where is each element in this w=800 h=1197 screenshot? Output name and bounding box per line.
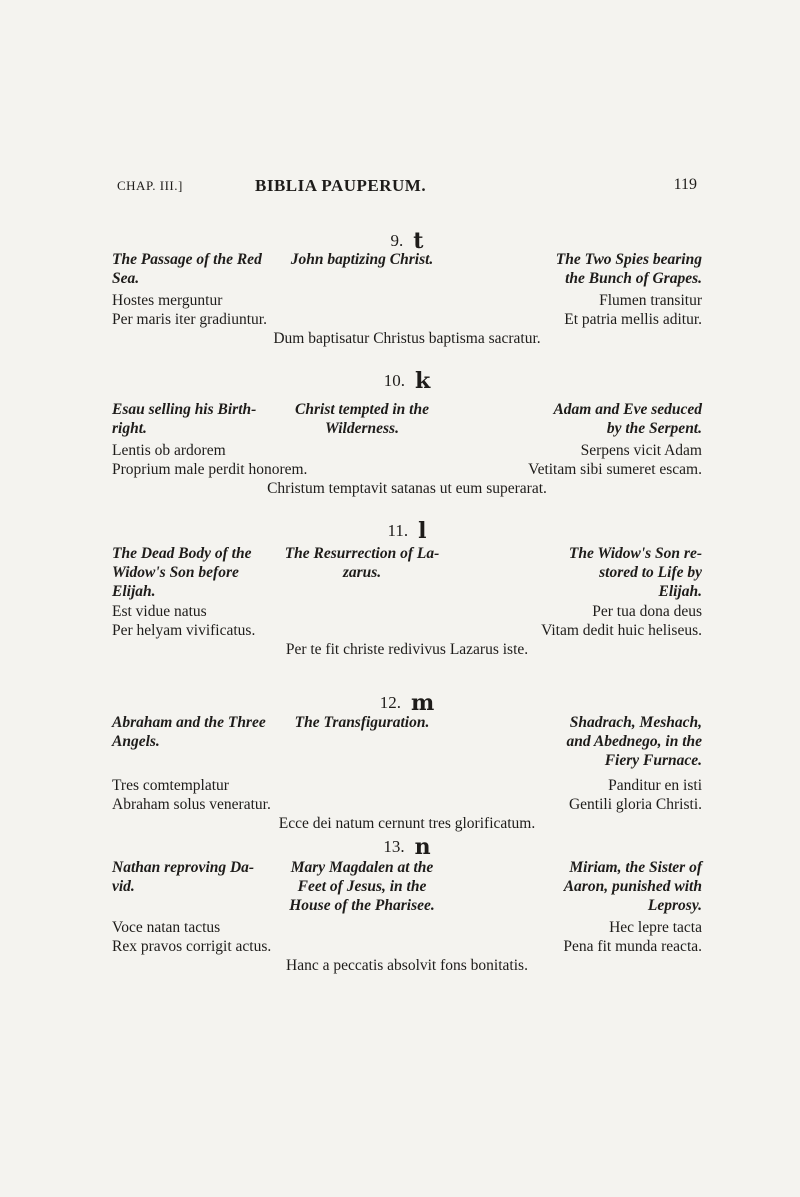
entry-number: 9. bbox=[390, 231, 404, 250]
left-verse-line: Hostes merguntur bbox=[112, 292, 223, 309]
right-verse-line: Flumen transitur bbox=[599, 292, 702, 309]
entry-number-row bbox=[112, 518, 702, 544]
running-head bbox=[117, 176, 697, 196]
blackletter-signature: t bbox=[413, 228, 424, 254]
running-title: BIBLIA PAUPERUM. bbox=[255, 176, 427, 195]
left-verse-line: Voce natan tactus bbox=[112, 919, 221, 936]
left-verse-line: Proprium male perdit honorem. bbox=[112, 461, 308, 478]
right-caption: Shadrach, Meshach, and Abednego, in the Fiery Furnace. bbox=[566, 714, 702, 769]
right-caption: The Two Spies bearing the Bunch of Grapes. bbox=[555, 251, 702, 287]
entry-number-row bbox=[112, 368, 702, 394]
right-verse-line: Pena fit munda reacta. bbox=[563, 938, 702, 955]
blackletter-signature: k bbox=[415, 368, 431, 394]
left-verse-line: Tres comtemplatur bbox=[112, 777, 229, 794]
left-caption: The Passage of the Red Sea. bbox=[112, 251, 262, 287]
blackletter-signature: n bbox=[414, 834, 431, 860]
left-caption: The Dead Body of the Widow's Son before Elijah. bbox=[112, 545, 252, 600]
blackletter-signature: l bbox=[418, 518, 427, 544]
left-verse-line: Per helyam vivificatus. bbox=[112, 622, 256, 639]
left-verse-line: Per maris iter gradiuntur. bbox=[112, 311, 267, 328]
page-number: 119 bbox=[673, 176, 697, 193]
left-caption: Esau selling his Birth- right. bbox=[112, 401, 257, 437]
right-caption: Miriam, the Sister of Aaron, punished with Leprosy. bbox=[563, 859, 702, 914]
right-verse-line: Gentili gloria Christi. bbox=[568, 796, 702, 813]
entry-11 bbox=[112, 518, 702, 688]
left-verse-line: Est vidue natus bbox=[112, 603, 207, 620]
center-caption: John baptizing Christ. bbox=[290, 251, 434, 268]
closing-verse: Hanc a peccatis absolvit fons bonitatis. bbox=[286, 957, 528, 974]
entry-number: 13. bbox=[383, 837, 405, 856]
entry-9 bbox=[112, 228, 702, 368]
entry-13 bbox=[112, 834, 702, 1004]
center-caption: The Resurrection of La- zarus. bbox=[284, 545, 440, 581]
entry-number-row bbox=[112, 834, 702, 860]
left-verse-line: Rex pravos corrigit actus. bbox=[112, 938, 272, 955]
left-caption: Nathan reproving Da- vid. bbox=[112, 859, 255, 895]
entry-number: 12. bbox=[379, 693, 401, 712]
entry-12 bbox=[112, 690, 702, 855]
left-verse-line: Lentis ob ardorem bbox=[112, 442, 226, 459]
center-caption: Christ tempted in the Wilderness. bbox=[295, 401, 429, 437]
left-verse-line: Abraham solus veneratur. bbox=[112, 796, 271, 813]
right-verse-line: Et patria mellis aditur. bbox=[564, 311, 702, 328]
right-verse-line: Vetitam sibi sumeret escam. bbox=[528, 461, 702, 478]
right-verse-line: Panditur en isti bbox=[608, 777, 702, 794]
entry-number: 10. bbox=[383, 371, 405, 390]
closing-verse: Christum temptavit satanas ut eum superarat. bbox=[267, 480, 547, 497]
closing-verse: Ecce dei natum cernunt tres glorificatum. bbox=[278, 815, 536, 832]
entry-number: 11. bbox=[387, 521, 409, 540]
blackletter-signature: m bbox=[410, 690, 435, 716]
left-caption: Abraham and the Three Angels. bbox=[112, 714, 266, 750]
right-verse-line: Hec lepre tacta bbox=[609, 919, 702, 936]
right-verse-line: Serpens vicit Adam bbox=[580, 442, 702, 459]
right-caption: Adam and Eve seduced by the Serpent. bbox=[553, 401, 702, 437]
right-verse-line: Vitam dedit huic heliseus. bbox=[541, 622, 702, 639]
closing-verse: Dum baptisatur Christus baptisma sacratur. bbox=[273, 330, 541, 347]
center-caption: Mary Magdalen at the Feet of Jesus, in the House of the Pharisee. bbox=[289, 859, 435, 914]
center-caption: The Transfiguration. bbox=[294, 714, 430, 731]
right-verse-line: Per tua dona deus bbox=[592, 603, 702, 620]
entry-10 bbox=[112, 368, 702, 518]
chapter-label: CHAP. III.] bbox=[117, 178, 183, 193]
closing-verse: Per te fit christe redivivus Lazarus iste. bbox=[285, 641, 529, 658]
right-caption: The Widow's Son re- stored to Life by Elijah. bbox=[568, 545, 702, 600]
